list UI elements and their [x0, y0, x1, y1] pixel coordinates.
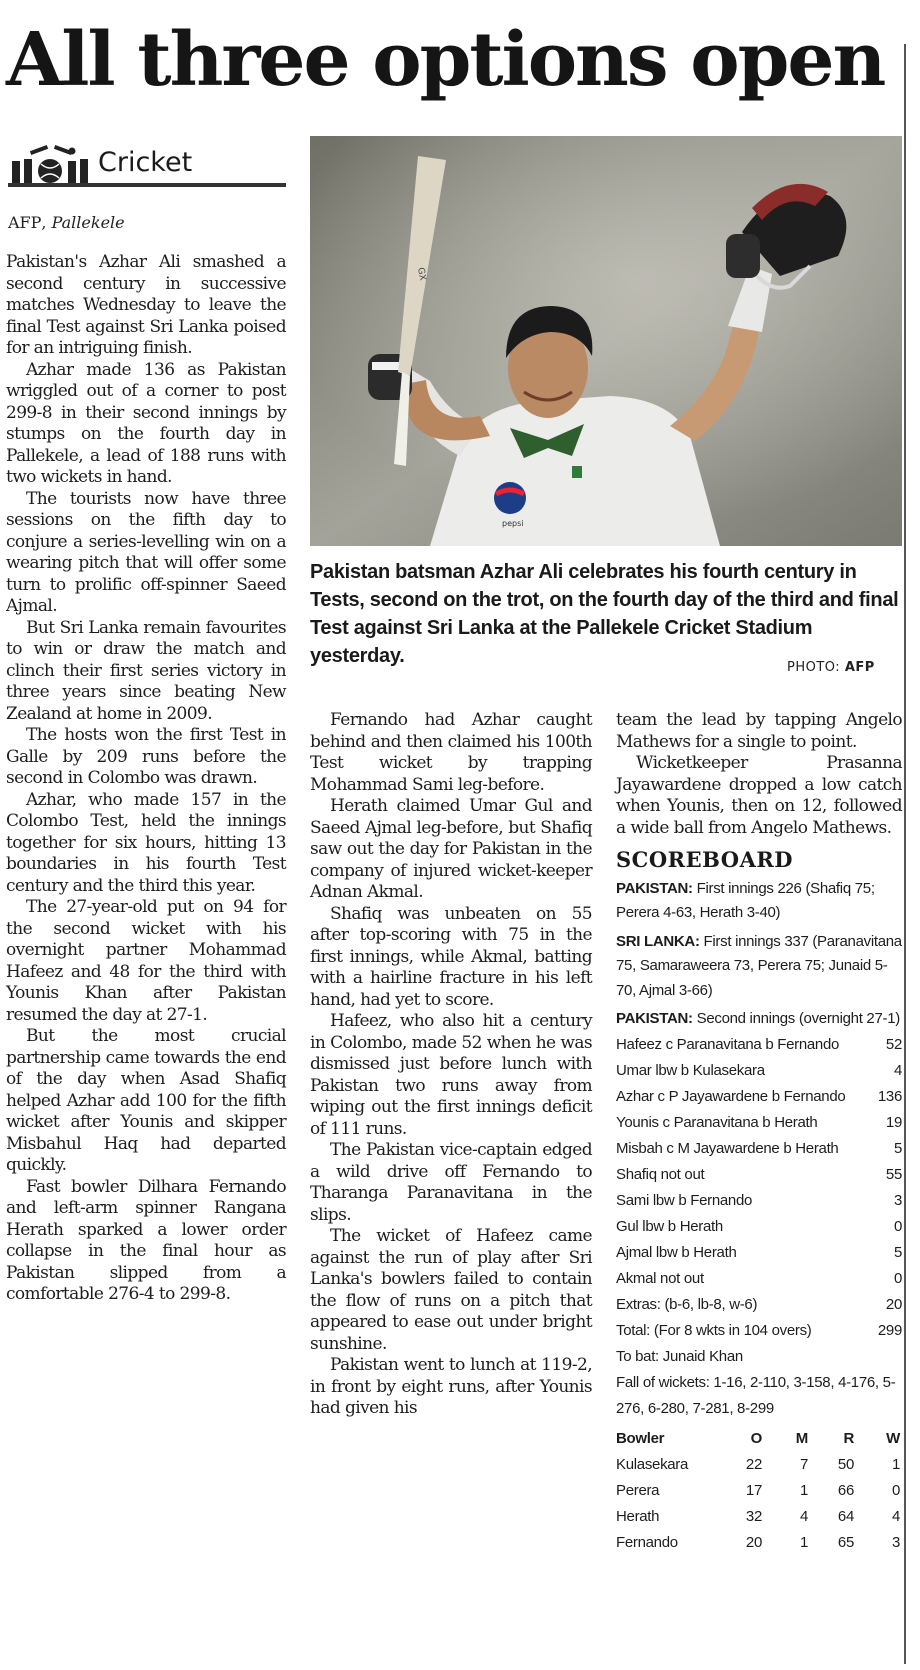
batsman-runs: 19	[885, 1113, 902, 1131]
article-paragraph: Azhar made 136 as Pakistan wriggled out of a corner to post 299-8 in their second innings by stumps on the fourth day in Pallekele, a lead of 188 runs with two wickets in hand.	[6, 359, 286, 487]
batsman-runs: 5	[893, 1139, 902, 1157]
article-paragraph: team the lead by tapping Angelo Mathews for a single to point.	[616, 710, 902, 752]
batting-card	[616, 1032, 902, 1344]
bowling-figure: 64	[837, 1507, 854, 1525]
batsman-entry: Azhar c P Jayawardene b Fernando	[616, 1087, 846, 1105]
batsman-runs: 0	[893, 1269, 902, 1287]
article-paragraph: The hosts won the first Test in Galle by 209 runs before the second in Colombo was drawn.	[6, 725, 286, 788]
byline	[8, 213, 125, 232]
article-paragraph: But the most crucial partnership came towards the end of the day when Asad Shafiq helped Azhar add 100 for the fifth wicket after Younis and skipper Misbahul Haq had departed quickly.	[6, 1026, 286, 1175]
byline-agency: AFP	[8, 213, 42, 232]
batting-row	[616, 1110, 902, 1136]
bowling-header-cell: R	[843, 1429, 854, 1447]
team-name: PAKISTAN:	[616, 1010, 693, 1027]
bowling-figure: 4	[891, 1507, 900, 1525]
bowling-figure: 50	[837, 1455, 854, 1473]
bowler-name: Fernando	[616, 1533, 678, 1551]
article-paragraph: Pakistan went to lunch at 119-2, in front by eight runs, after Younis had given his	[310, 1355, 592, 1418]
bowling-header	[616, 1426, 902, 1452]
batting-row	[616, 1058, 902, 1084]
column-rule	[904, 44, 906, 1664]
article-paragraph: But Sri Lanka remain favourites to win or draw the match and clinch their first series victory in three years since beating New Zealand at home in 2009.	[6, 617, 286, 724]
batsman-entry: Extras: (b-6, lb-8, w-6)	[616, 1295, 758, 1313]
batsman-runs: 20	[885, 1295, 902, 1313]
batsman-runs: 299	[877, 1321, 902, 1339]
bowling-figure: 20	[745, 1533, 762, 1551]
batting-row	[616, 1240, 902, 1266]
batting-row	[616, 1214, 902, 1240]
scoreboard-pak-first-innings	[616, 877, 902, 926]
kicker-rule	[8, 183, 286, 187]
batsman-entry: Gul lbw b Herath	[616, 1217, 723, 1235]
bowling-figure: 3	[891, 1533, 900, 1551]
bowling-figure: 0	[891, 1481, 900, 1499]
bowling-row	[616, 1452, 902, 1478]
article-paragraph: Shafiq was unbeaten on 55 after top-scoring with 75 in the first innings, while Akmal, batting with a hairline fracture in his left hand, had yet to score.	[310, 903, 592, 1010]
batsman-entry: Ajmal lbw b Herath	[616, 1243, 737, 1261]
batting-row	[616, 1136, 902, 1162]
scoreboard-pak-second-innings	[616, 1007, 902, 1032]
byline-separator: ,	[41, 213, 52, 232]
batsman-celebration-illustration	[310, 136, 902, 546]
shirt-brand-label: pepsi	[502, 519, 524, 528]
section-kicker	[8, 145, 286, 187]
bowling-figure: 1	[799, 1533, 808, 1551]
batsman-runs: 136	[877, 1087, 902, 1105]
article-paragraph: Herath claimed Umar Gul and Saeed Ajmal leg-before, but Shafiq saw out the day for Pakistan in the company of injured wicket-keeper Adnan Akmal.	[310, 796, 592, 902]
bowling-card	[616, 1452, 902, 1556]
batting-row	[616, 1292, 902, 1318]
photo-credit-source: AFP	[844, 660, 875, 675]
article-paragraph: Pakistan's Azhar Ali smashed a second century in successive matches Wednesday to leave the final Test against Sri Lanka poised for an intriguing finish.	[6, 252, 286, 358]
article-paragraph: The tourists now have three sessions on the fifth day to conjure a series-levelling win on a wearing pitch that will offer some turn to prolific off-spinner Saeed Ajmal.	[6, 488, 286, 616]
bowling-header-cell: Bowler	[616, 1429, 665, 1447]
batting-row	[616, 1188, 902, 1214]
batsman-runs: 5	[893, 1243, 902, 1261]
innings-summary: First innings 226 (Shafiq 75; Perera 4-63, Herath 3-40)	[616, 879, 875, 921]
bowling-figure: 4	[799, 1507, 808, 1525]
bowler-name: Perera	[616, 1481, 660, 1499]
batting-row	[616, 1032, 902, 1058]
section-label: Cricket	[98, 147, 193, 178]
photo-credit	[787, 660, 875, 675]
batsman-entry: Younis c Paranavitana b Herath	[616, 1113, 818, 1131]
bowling-figure: 17	[745, 1481, 762, 1499]
article-paragraph: Wicketkeeper Prasanna Jayawardene dropped a low catch when Younis, then on 12, followed a wide ball from Angelo Mathews.	[616, 753, 902, 838]
bat-brand-label: GX	[415, 266, 428, 282]
scoreboard-title: SCOREBOARD	[616, 847, 794, 872]
cricket-logo-icon	[10, 145, 92, 185]
article-column-3	[616, 710, 902, 1556]
batsman-entry: Total: (For 8 wkts in 104 overs)	[616, 1321, 812, 1339]
article-column-1	[6, 252, 286, 1306]
article-paragraph: The wicket of Hafeez came against the run of play after Sri Lanka's bowlers failed to contain the flow of runs on a pitch that appeared to ease out under bright sunshine.	[310, 1226, 592, 1354]
team-name: SRI LANKA:	[616, 932, 700, 950]
article-paragraph: Hafeez, who also hit a century in Colombo, made 52 when he was dismissed just before lunch with Pakistan two runs away from wiping out the first innings deficit of 111 runs.	[310, 1011, 592, 1139]
bowling-figure: 65	[837, 1533, 854, 1551]
news-photo	[310, 136, 902, 546]
batsman-runs: 0	[893, 1217, 902, 1235]
bowling-figure: 1	[891, 1455, 900, 1473]
article-paragraph: The 27-year-old put on 94 for the second wicket with his overnight partner Mohammad Hafeez and 48 for the third with Younis Khan after Pakistan resumed the day at 27-1.	[6, 897, 286, 1025]
bowling-row	[616, 1478, 902, 1504]
bowling-figure: 7	[799, 1455, 808, 1473]
bowler-name: Herath	[616, 1507, 660, 1525]
batsman-entry: Akmal not out	[616, 1269, 704, 1287]
bowling-header-cell: M	[795, 1429, 808, 1447]
article-paragraph: Azhar, who made 157 in the Colombo Test, held the innings together for six hours, hitting 13 boundaries in his fourth Test century and the third this year.	[6, 789, 286, 896]
bowling-row	[616, 1530, 902, 1556]
batsman-entry: Misbah c M Jayawardene b Herath	[616, 1139, 839, 1157]
photo-caption: Pakistan batsman Azhar Ali celebrates his fourth century in Tests, second on the trot, on the fourth day of the third and final Test against Sri Lanka at the Pallekele Cricket Stadium yesterday.	[310, 561, 899, 667]
byline-place: Pallekele	[51, 213, 125, 232]
bowling-figure: 22	[745, 1455, 762, 1473]
batting-row	[616, 1084, 902, 1110]
photo-credit-label: PHOTO:	[787, 660, 845, 675]
article-column-3-text	[616, 710, 902, 839]
article-paragraph: Fast bowler Dilhara Fernando and left-arm spinner Rangana Herath sparked a lower order collapse in the final hour as Pakistan slipped from a comfortable 276-4 to 299-8.	[6, 1176, 286, 1304]
article-paragraph: The Pakistan vice-captain edged a wild drive off Fernando to Tharanga Paranavitana in the slips.	[310, 1140, 592, 1225]
scoreboard	[616, 877, 902, 1556]
article-column-2	[310, 710, 592, 1420]
article-paragraph: Fernando had Azhar caught behind and then claimed his 100th Test wicket by trapping Mohammad Sami leg-before.	[310, 710, 592, 795]
bowling-header-cell: O	[750, 1429, 762, 1447]
fall-of-wickets: Fall of wickets: 1-16, 2-110, 3-158, 4-176, 5-276, 6-280, 7-281, 8-299	[616, 1373, 896, 1417]
scoreboard-sl-first-innings	[616, 930, 902, 1004]
batsman-runs: 3	[893, 1191, 902, 1209]
batting-row	[616, 1318, 902, 1344]
batsman-entry: Umar lbw b Kulasekara	[616, 1061, 765, 1079]
batsman-runs: 52	[885, 1035, 902, 1053]
headline: All three options open	[6, 17, 885, 103]
batsman-entry: Hafeez c Paranavitana b Fernando	[616, 1035, 840, 1053]
innings-summary: First innings 337 (Paranavitana 75, Samaraweera 73, Perera 75; Junaid 5-70, Ajmal 3-66)	[616, 932, 902, 999]
batsman-runs: 4	[893, 1061, 902, 1079]
batting-row	[616, 1162, 902, 1188]
bowling-figure: 66	[837, 1481, 854, 1499]
batting-row	[616, 1266, 902, 1292]
bowling-figure: 32	[745, 1507, 762, 1525]
team-name: PAKISTAN:	[616, 879, 693, 897]
bowler-name: Kulasekara	[616, 1455, 689, 1473]
bowling-header-cell: W	[886, 1429, 900, 1447]
innings-summary: Second innings (overnight 27-1)	[692, 1010, 900, 1027]
batsman-entry: Shafiq not out	[616, 1165, 705, 1183]
batsman-entry: Sami lbw b Fernando	[616, 1191, 753, 1209]
to-bat: To bat: Junaid Khan	[616, 1347, 743, 1365]
bowling-figure: 1	[799, 1481, 808, 1499]
batsman-runs: 55	[885, 1165, 902, 1183]
bowling-row	[616, 1504, 902, 1530]
